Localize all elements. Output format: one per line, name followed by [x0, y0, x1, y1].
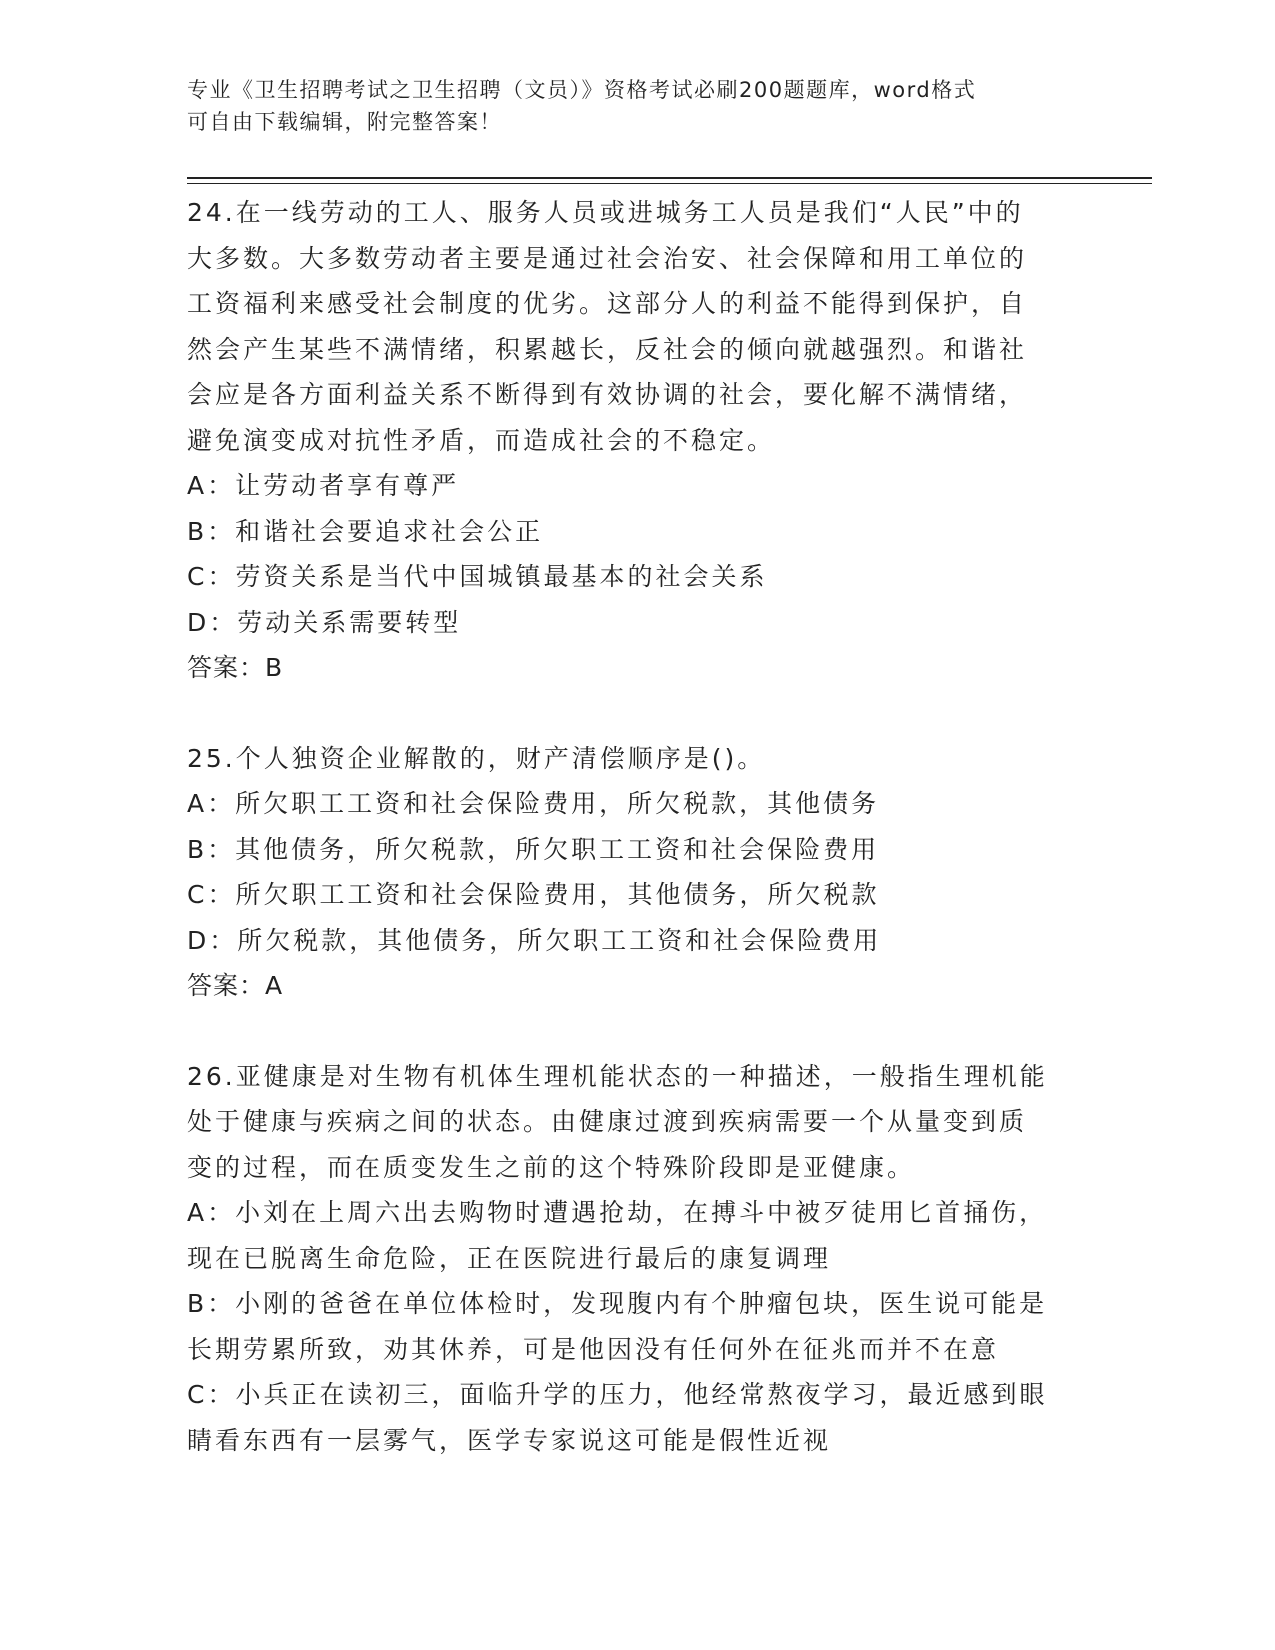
- option-c: C：劳资关系是当代中国城镇最基本的社会关系: [187, 562, 768, 591]
- question-stem-line: 工资福利来感受社会制度的优劣。这部分人的利益不能得到保护，自: [187, 289, 1028, 318]
- answer-line: 答案：A: [187, 971, 284, 1000]
- option-d: D：劳动关系需要转型: [187, 607, 462, 637]
- option-b: B：和谐社会要追求社会公正: [187, 516, 544, 546]
- header-rule: [187, 177, 1152, 179]
- answer-line: 答案：B: [187, 653, 284, 682]
- question-stem-line: 处于健康与疾病之间的状态。由健康过渡到疾病需要一个从量变到质: [187, 1107, 1028, 1136]
- option-a-continued: 现在已脱离生命危险，正在医院进行最后的康复调理: [187, 1243, 832, 1273]
- header-line: 专业《卫生招聘考试之卫生招聘（文员）》资格考试必刷200题题库，word格式: [187, 78, 977, 102]
- question-stem-line: 然会产生某些不满情绪，积累越长，反社会的倾向就越强烈。和谐社: [187, 334, 1028, 364]
- header-line: 可自由下载编辑，附完整答案！: [187, 110, 502, 134]
- document-header: [187, 74, 1067, 138]
- question-stem-line: 会应是各方面利益关系不断得到有效协调的社会，要化解不满情绪，: [187, 380, 1028, 409]
- question-26: [187, 1054, 1087, 1464]
- header-rule: [187, 183, 1152, 184]
- question-list: [187, 190, 1087, 1508]
- question-25: [187, 736, 1087, 1009]
- question-stem-line: 25.个人独资企业解散的，财产清偿顺序是()。: [187, 743, 766, 773]
- option-c: C：所欠职工工资和社会保险费用，其他债务，所欠税款: [187, 880, 880, 909]
- question-24: [187, 190, 1087, 691]
- option-b: B：其他债务，所欠税款，所欠职工工资和社会保险费用: [187, 834, 880, 864]
- option-a: A：小刘在上周六出去购物时遭遇抢劫，在搏斗中被歹徒用匕首捅伤，: [187, 1198, 1048, 1227]
- question-stem-line: 24.在一线劳动的工人、服务人员或进城务工人员是我们“人民”中的: [187, 198, 1024, 227]
- question-stem-line: 变的过程，而在质变发生之前的这个特殊阶段即是亚健康。: [187, 1152, 916, 1182]
- option-d: D：所欠税款，其他债务，所欠职工工资和社会保险费用: [187, 925, 882, 955]
- option-c: C：小兵正在读初三，面临升学的压力，他经常熬夜学习，最近感到眼: [187, 1380, 1048, 1409]
- question-stem-line: 避免演变成对抗性矛盾，而造成社会的不稳定。: [187, 425, 776, 455]
- option-a: A：让劳动者享有尊严: [187, 471, 460, 500]
- option-a: A：所欠职工工资和社会保险费用，所欠税款，其他债务: [187, 789, 880, 818]
- option-b-continued: 长期劳累所致，劝其休养，可是他因没有任何外在征兆而并不在意: [187, 1334, 1000, 1364]
- question-stem-line: 26.亚健康是对生物有机体生理机能状态的一种描述，一般指生理机能: [187, 1061, 1048, 1091]
- question-stem-line: 大多数。大多数劳动者主要是通过社会治安、社会保障和用工单位的: [187, 243, 1028, 273]
- option-b: B：小刚的爸爸在单位体检时，发现腹内有个肿瘤包块，医生说可能是: [187, 1289, 1048, 1318]
- option-c-continued: 睛看东西有一层雾气，医学专家说这可能是假性近视: [187, 1425, 832, 1455]
